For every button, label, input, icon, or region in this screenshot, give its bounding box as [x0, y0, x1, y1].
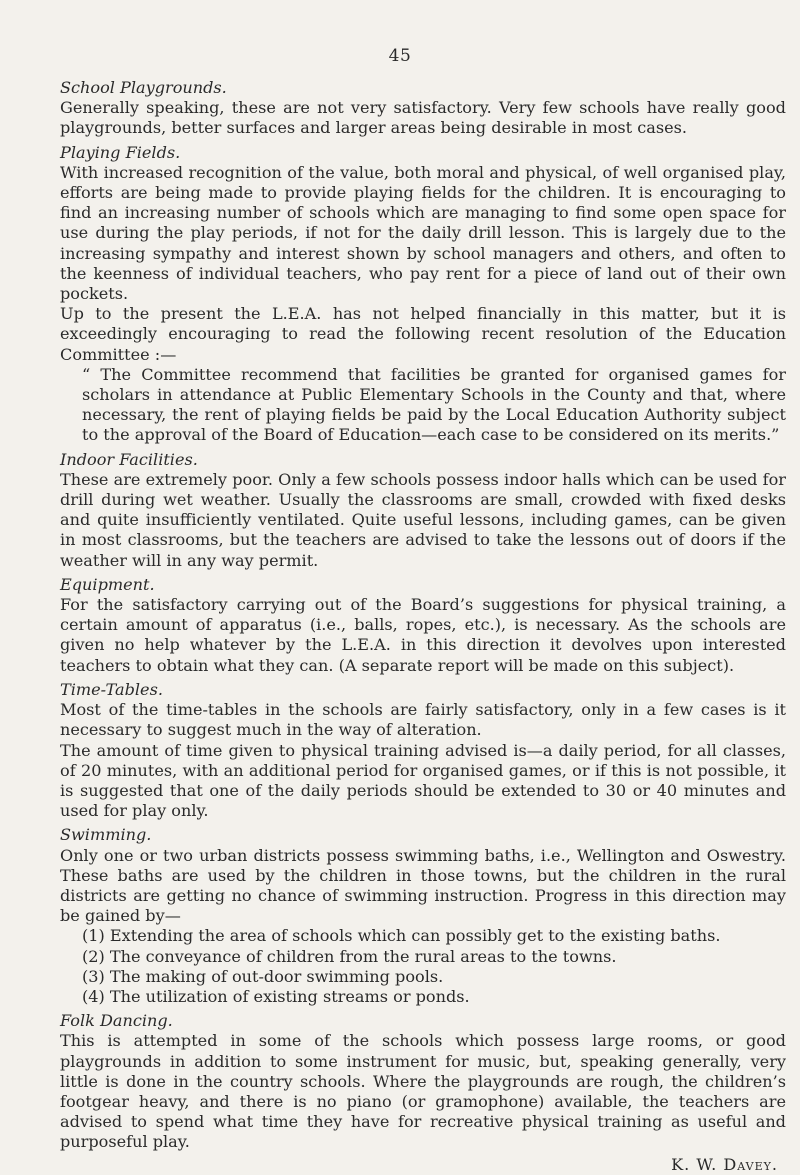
paragraph: For the satisfactory carrying out of the Board’s suggestions for physical training, a certain amount of apparatus (i.e., balls, ropes, etc.), is necessary. As the schools are given no help whatever by the L.E.A. in this direction it devolves upon interested teachers to obtain what they can. (A separate report will be made on this subject). [60, 595, 786, 675]
section-folk-dancing [60, 1011, 786, 1152]
section-heading: Time-Tables. [60, 679, 163, 699]
committee-resolution-quote: “ The Committee recommend that facilities be granted for organised games for scholars in attendance at Public Elementary Schools in the County and that, where necessary, the rent of playing fields be paid by the Local Education Authority subject to the approval of the Board of Education—each case to be considered on its merits.” [82, 364, 786, 445]
list-item: (1) Extending the area of schools which can possibly get to the existing baths. [82, 926, 721, 946]
section-equipment [60, 575, 786, 676]
list-item: (2) The conveyance of children from the rural areas to the towns. [82, 946, 617, 966]
paragraph: Up to the present the L.E.A. has not helped financially in this matter, but it is exceedingly encouraging to read the following recent resolution of the Education Committee :— [60, 304, 786, 364]
section-heading: School Playgrounds. [60, 78, 227, 97]
section-school-playgrounds [60, 78, 786, 139]
section-swimming [60, 825, 786, 1007]
paragraph: Only one or two urban districts possess swimming baths, i.e., Wellington and Oswestry. These baths are used by the children in those towns, but the children in the rural districts are getting no chance of swimming instruction. Progress in this direction may be gained by— [60, 845, 786, 926]
section-indoor-facilities [60, 450, 786, 571]
paragraph: Generally speaking, these are not very satisfactory. Very few schools have really good playgrounds, better surfaces and larger areas being desirable in most cases. [60, 98, 786, 138]
section-heading: Folk Dancing. [60, 1011, 173, 1031]
paragraph: These are extremely poor. Only a few schools possess indoor halls which can be used for drill during wet weather. Usually the classrooms are small, crowded with fixed desks and quite insufficiently ventilated. Quite useful lessons, including games, can be given in most classrooms, but the teachers are advised to take the lessons out of doors if the weather will in any way permit. [60, 469, 786, 570]
page-number: 45 [388, 46, 412, 66]
paragraph: Most of the time-tables in the schools are fairly satisfactory, only in a few cases is it necessary to suggest much in the way of alteration. [60, 700, 786, 740]
author-signature: K. W. Davey. [671, 1154, 778, 1174]
swimming-measures-list [60, 926, 786, 1007]
document-body [60, 78, 786, 1175]
paragraph: The amount of time given to physical training advised is—a daily period, for all classes, of 20 minutes, with an additional period for organised games, or if this is not possible, it is suggested that one of the daily periods should be extended to 30 or 40 minutes and used for play only. [60, 740, 786, 821]
list-item: (4) The utilization of existing streams or ponds. [82, 986, 470, 1006]
section-time-tables [60, 680, 786, 821]
section-heading: Equipment. [60, 574, 155, 594]
list-item: (3) The making of out-door swimming pools. [82, 966, 444, 986]
section-heading: Indoor Facilities. [60, 449, 198, 469]
section-playing-fields [60, 143, 786, 446]
section-heading: Playing Fields. [60, 142, 181, 162]
paragraph: With increased recognition of the value, both moral and physical, of well organised play, efforts are being made to provide playing fields for the children. It is encouraging to find an increasing number of schools which are managing to find some open space for use during the play periods, if not for the daily drill lesson. This is largely due to the increasing sympathy and interest shown by school managers and others, and often to the keenness of individual teachers, who pay rent for a piece of land out of their own pockets. [60, 162, 786, 304]
section-heading: Swimming. [60, 825, 152, 845]
paragraph: This is attempted in some of the schools which possess large rooms, or good playgrounds in addition to some instrument for music, but, speaking generally, very little is done in the country schools. Where the playgrounds are rough, the children’s footgear heavy, and there is no piano (or gramophone) available, the teachers are advised to spend what time they have for recreative physical training as useful and purposeful play. [60, 1031, 786, 1152]
